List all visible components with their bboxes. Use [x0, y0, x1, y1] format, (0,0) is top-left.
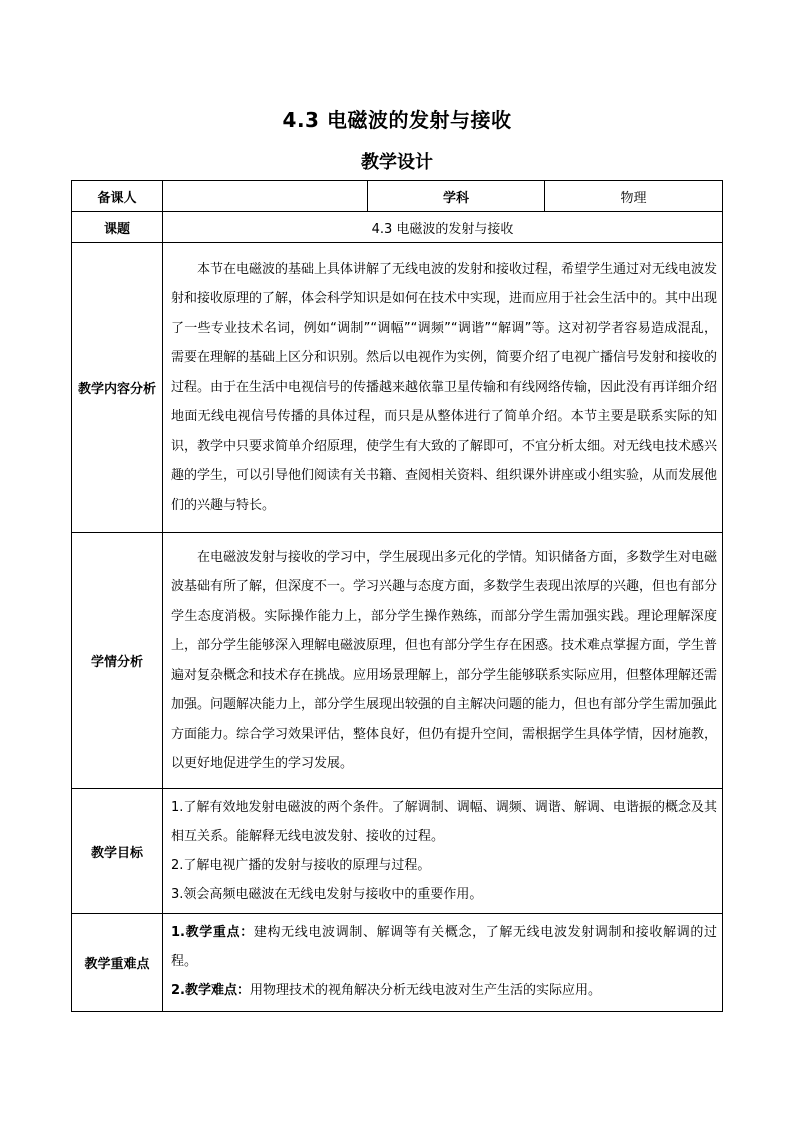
student-analysis-label: 学情分析 [72, 533, 163, 789]
subject-label: 学科 [368, 181, 545, 212]
content-analysis-label: 教学内容分析 [72, 243, 163, 533]
content-analysis-row [72, 243, 723, 533]
key-point-item [171, 918, 717, 976]
difficulty-text: 用物理技术的视角解决分析无线电波对生产生活的实际应用。 [249, 983, 601, 998]
difficulty-item [171, 976, 717, 1005]
key-points-label: 教学重难点 [72, 914, 163, 1012]
objectives-row [72, 789, 723, 914]
content-analysis-text: 本节在电磁波的基础上具体讲解了无线电波的发射和接收过程，希望学生通过对无线电波发射和接收原理的了解，体会科学知识是如何在技术中实现，进而应用于社会生活中的。其中出现了一些专业技术名词，例如“调制”“调幅”“调频”“调谐”“解调”等。这对初学者容易造成混乱，需要在理解的基础上区分和识别。然后以电视作为实例，简要介绍了电视广播信号发射和接收的过程。由于在生活中电视信号的传播越来越依靠卫星传输和有线网络传输，因此没有再详细介绍地面无线电视信号传播的具体过程，而只是从整体进行了简单介绍。本节主要是联系实际的知识，教学中只要求简单介绍原理，使学生有大致的了解即可，不宜分析太细。对无线电技术感兴趣的学生，可以引导他们阅读有关书籍、查阅相关资料、组织课外讲座或小组实验，从而发展他们的兴趣与特长。 [171, 261, 718, 513]
objective-item: 2.了解电视广播的发射与接收的原理与过程。 [171, 858, 431, 873]
key-point-text: 建构无线电波调制、解调等有关概念，了解无线电波发射调制和接收解调的过程。 [171, 925, 717, 969]
objectives-label: 教学目标 [72, 789, 163, 914]
topic-value: 4.3 电磁波的发射与接收 [163, 212, 723, 243]
preparer-label: 备课人 [72, 181, 163, 212]
topic-row [72, 212, 723, 243]
student-analysis-text: 在电磁波发射与接收的学习中，学生展现出多元化的学情。知识储备方面，多数学生对电磁波基础有所了解，但深度不一。学习兴趣与态度方面，多数学生表现出浓厚的兴趣，但也有部分学生态度消极。实际操作能力上，部分学生操作熟练，而部分学生需加强实践。理论理解深度上，部分学生能够深入理解电磁波原理，但也有部分学生存在困惑。技术难点掌握方面，学生普遍对复杂概念和技术存在挑战。应用场景理解上，部分学生能够联系实际应用，但整体理解还需加强。问题解决能力上，部分学生展现出较强的自主解决问题的能力，但也有部分学生需加强此方面能力。综合学习效果评估，整体良好，但仍有提升空间，需根据学生具体学情，因材施教，以更好地促进学生的学习发展。 [171, 549, 718, 771]
header-row [72, 181, 723, 212]
page-subtitle: 教学设计 [361, 152, 433, 173]
preparer-value [163, 181, 368, 212]
key-point-label: 1.教学重点： [171, 925, 254, 940]
subject-value: 物理 [545, 181, 723, 212]
content-analysis-cell [163, 243, 723, 533]
student-analysis-row [72, 533, 723, 789]
key-points-cell [163, 914, 723, 1012]
key-points-row [72, 914, 723, 1012]
topic-label: 课题 [72, 212, 163, 243]
difficulty-label: 2.教学难点： [171, 983, 250, 998]
objective-item: 3.领会高频电磁波在无线电发射与接收中的重要作用。 [171, 887, 483, 902]
student-analysis-cell [163, 533, 723, 789]
objectives-cell [163, 789, 723, 914]
page-title: 4.3 电磁波的发射与接收 [282, 108, 512, 132]
objective-item: 1.了解有效地发射电磁波的两个条件。了解调制、调幅、调频、调谐、解调、电谐振的概念及其相互关系。能解释无线电波发射、接收的过程。 [171, 800, 717, 844]
lesson-plan-table [71, 180, 723, 1012]
